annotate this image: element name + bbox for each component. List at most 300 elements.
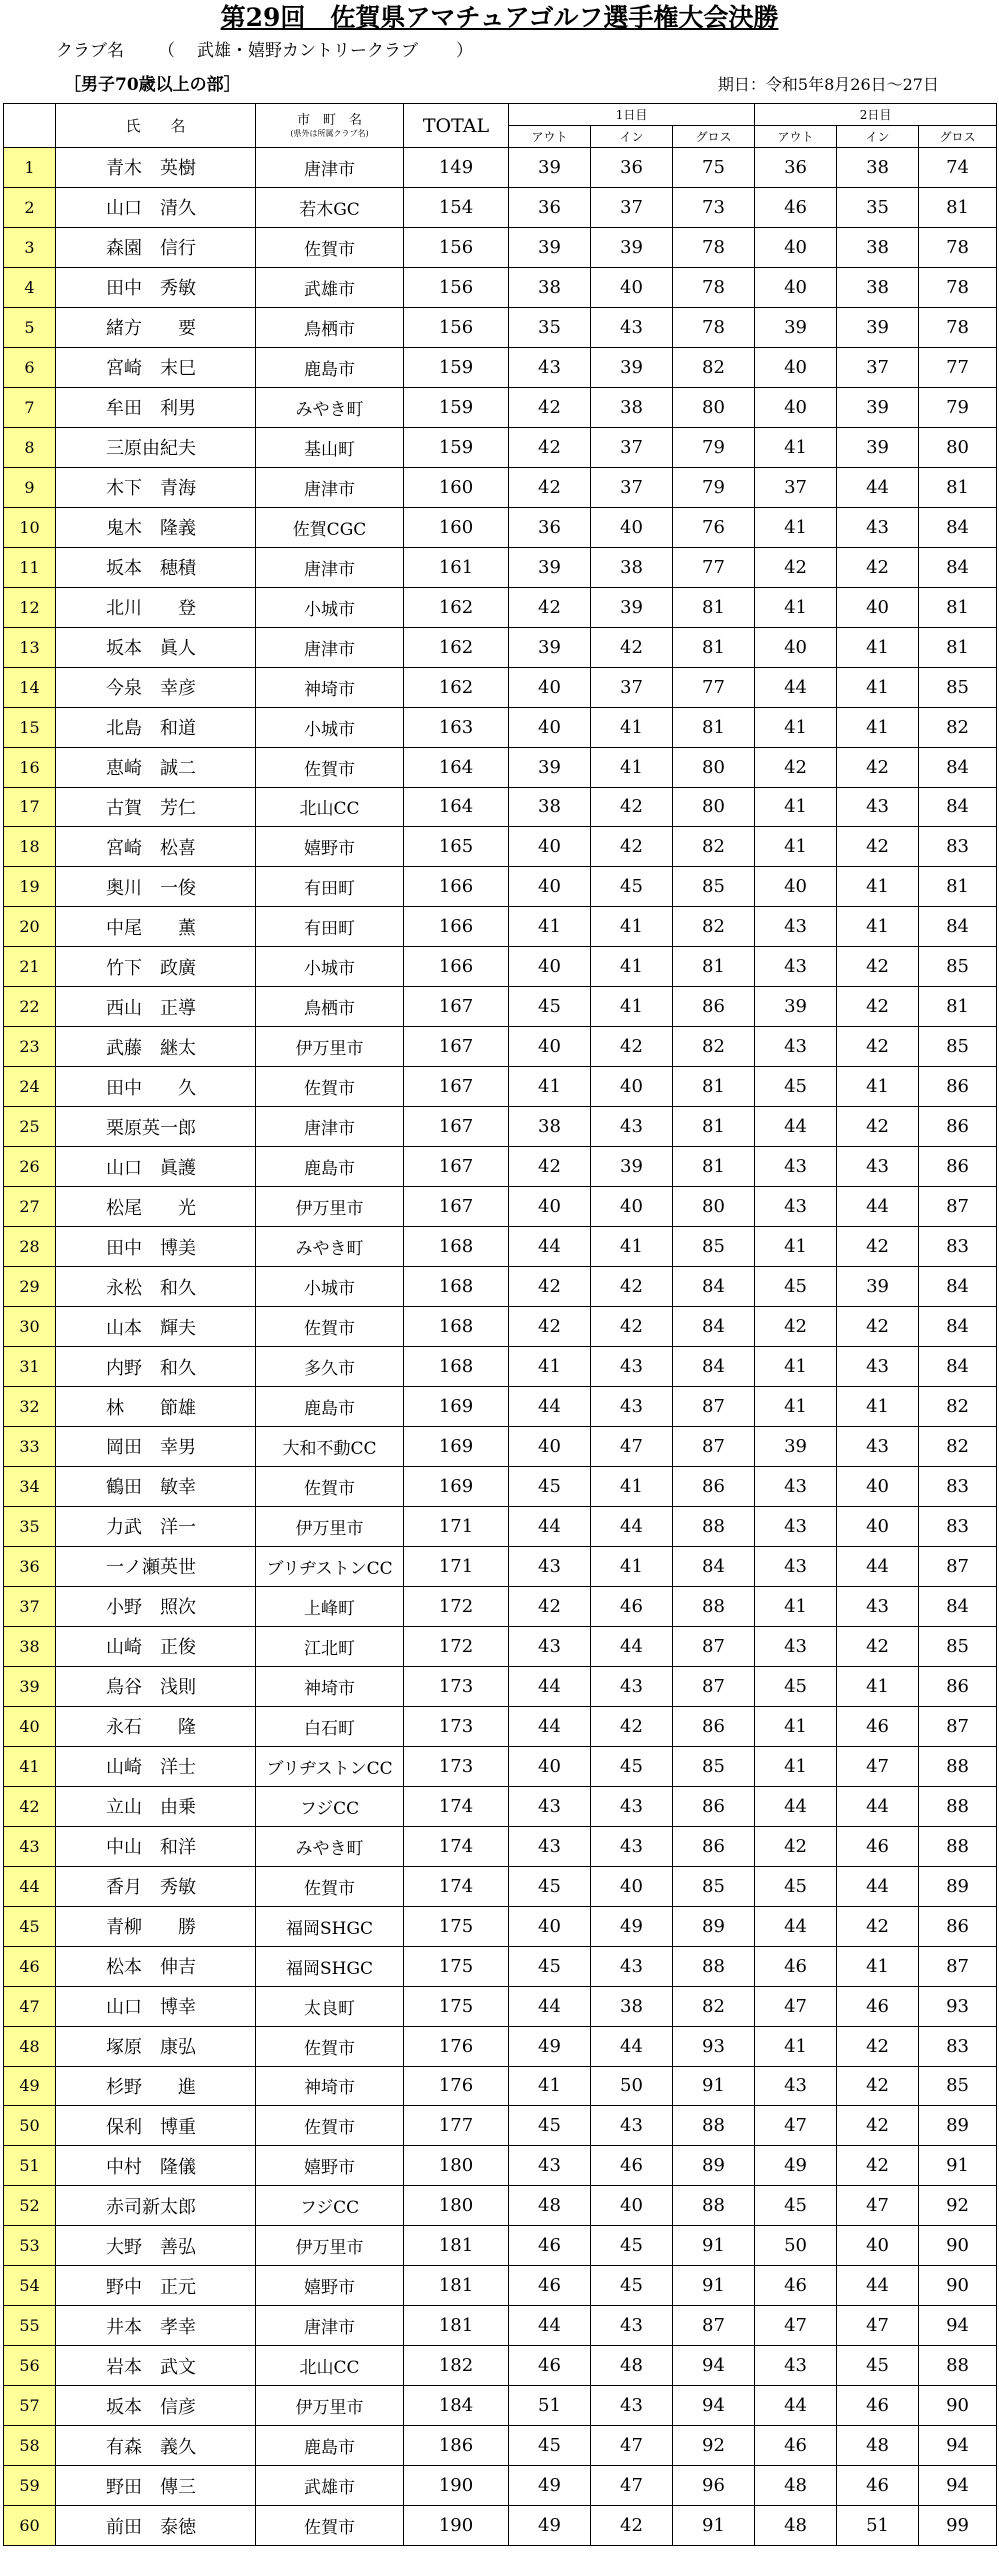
division-label: ［男子70歳以上の部］ <box>64 75 241 95</box>
player-city: 佐賀市 <box>256 2506 404 2546</box>
day2-gross-score: 85 <box>919 1027 997 1067</box>
rank-cell: 10 <box>4 507 56 547</box>
player-name: 田中 久 <box>56 1067 256 1107</box>
total-score: 169 <box>404 1427 509 1467</box>
day2-gross-score: 83 <box>919 1506 997 1546</box>
day1-gross-score: 93 <box>673 2026 755 2066</box>
day2-in-score: 42 <box>837 2106 919 2146</box>
player-city: 伊万里市 <box>256 2386 404 2426</box>
table-row <box>4 1187 997 1227</box>
player-name: 杉野 進 <box>56 2066 256 2106</box>
day2-in-score: 47 <box>837 2306 919 2346</box>
total-score: 169 <box>404 1466 509 1506</box>
table-row <box>4 587 997 627</box>
day1-gross-score: 85 <box>673 867 755 907</box>
day2-in-score: 35 <box>837 187 919 227</box>
day2-gross-score: 83 <box>919 827 997 867</box>
day1-out-score: 48 <box>509 2186 591 2226</box>
day1-gross-score: 81 <box>673 947 755 987</box>
total-score: 180 <box>404 2186 509 2226</box>
day1-in-score: 43 <box>591 1107 673 1147</box>
player-name: 大野 善弘 <box>56 2226 256 2266</box>
rank-cell: 25 <box>4 1107 56 1147</box>
rank-cell: 39 <box>4 1666 56 1706</box>
table-row <box>4 1267 997 1307</box>
day1-out-score: 45 <box>509 1946 591 1986</box>
day2-in-score: 41 <box>837 907 919 947</box>
day1-gross-score: 85 <box>673 1746 755 1786</box>
day1-gross-score: 91 <box>673 2506 755 2546</box>
player-city: ブリヂストンCC <box>256 1746 404 1786</box>
day1-in-score: 42 <box>591 1267 673 1307</box>
day2-out-score: 41 <box>755 427 837 467</box>
rank-cell: 7 <box>4 387 56 427</box>
player-city: 神埼市 <box>256 1666 404 1706</box>
day1-gross-score: 79 <box>673 467 755 507</box>
day2-gross-score: 88 <box>919 1746 997 1786</box>
rank-cell: 47 <box>4 1986 56 2026</box>
total-score: 173 <box>404 1746 509 1786</box>
day1-in-score: 45 <box>591 2226 673 2266</box>
total-score: 162 <box>404 587 509 627</box>
player-name: 恵崎 誠二 <box>56 747 256 787</box>
table-row <box>4 227 997 267</box>
day2-gross-score: 99 <box>919 2506 997 2546</box>
day2-in-score: 42 <box>837 1227 919 1267</box>
player-name: 北島 和道 <box>56 707 256 747</box>
day2-in-score: 40 <box>837 1466 919 1506</box>
total-score: 164 <box>404 747 509 787</box>
day1-gross-score: 89 <box>673 2146 755 2186</box>
day2-in-score: 42 <box>837 1307 919 1347</box>
day2-out-score: 47 <box>755 1986 837 2026</box>
header-day2-out: アウト <box>755 126 837 148</box>
day2-gross-score: 84 <box>919 1307 997 1347</box>
day2-gross-score: 92 <box>919 2186 997 2226</box>
day2-in-score: 42 <box>837 1626 919 1666</box>
day2-in-score: 43 <box>837 1586 919 1626</box>
player-name: 鳥谷 浅則 <box>56 1666 256 1706</box>
day2-out-score: 41 <box>755 2026 837 2066</box>
day1-gross-score: 88 <box>673 1946 755 1986</box>
table-row <box>4 1586 997 1626</box>
day2-in-score: 41 <box>837 1666 919 1706</box>
player-name: 鶴田 敏幸 <box>56 1466 256 1506</box>
day2-in-score: 40 <box>837 2226 919 2266</box>
player-city: 鹿島市 <box>256 347 404 387</box>
day2-gross-score: 90 <box>919 2226 997 2266</box>
player-name: 内野 和久 <box>56 1347 256 1387</box>
table-row <box>4 547 997 587</box>
player-city: 嬉野市 <box>256 827 404 867</box>
table-row <box>4 2346 997 2386</box>
day1-gross-score: 81 <box>673 627 755 667</box>
day2-in-score: 41 <box>837 667 919 707</box>
total-score: 176 <box>404 2026 509 2066</box>
total-score: 181 <box>404 2306 509 2346</box>
player-city: 佐賀市 <box>256 1307 404 1347</box>
table-row <box>4 2426 997 2466</box>
total-score: 182 <box>404 2346 509 2386</box>
day2-gross-score: 81 <box>919 987 997 1027</box>
day1-out-score: 42 <box>509 587 591 627</box>
total-score: 159 <box>404 347 509 387</box>
day1-out-score: 44 <box>509 1986 591 2026</box>
day2-out-score: 41 <box>755 707 837 747</box>
day1-gross-score: 87 <box>673 2306 755 2346</box>
day1-in-score: 43 <box>591 1347 673 1387</box>
player-city: 唐津市 <box>256 467 404 507</box>
day2-out-score: 40 <box>755 347 837 387</box>
day2-in-score: 43 <box>837 1147 919 1187</box>
day2-out-score: 44 <box>755 667 837 707</box>
day2-out-score: 43 <box>755 1506 837 1546</box>
day2-gross-score: 78 <box>919 267 997 307</box>
day2-in-score: 39 <box>837 1267 919 1307</box>
rank-cell: 48 <box>4 2026 56 2066</box>
day2-in-score: 41 <box>837 1067 919 1107</box>
table-row <box>4 1906 997 1946</box>
total-score: 166 <box>404 907 509 947</box>
player-name: 山崎 洋士 <box>56 1746 256 1786</box>
player-city: みやき町 <box>256 1227 404 1267</box>
day2-out-score: 45 <box>755 2186 837 2226</box>
day1-gross-score: 91 <box>673 2226 755 2266</box>
player-name: 赤司新太郎 <box>56 2186 256 2226</box>
player-name: 青木 英樹 <box>56 148 256 188</box>
club-close-paren: ） <box>456 41 473 61</box>
day2-gross-score: 84 <box>919 507 997 547</box>
day2-in-score: 51 <box>837 2506 919 2546</box>
club-name: 武雄・嬉野カントリークラブ <box>197 41 418 61</box>
table-row <box>4 2466 997 2506</box>
player-city: みやき町 <box>256 1826 404 1866</box>
total-score: 156 <box>404 307 509 347</box>
player-name: 小野 照次 <box>56 1586 256 1626</box>
player-name: 青柳 勝 <box>56 1906 256 1946</box>
player-city: 小城市 <box>256 947 404 987</box>
day2-out-score: 41 <box>755 587 837 627</box>
page-title <box>0 0 999 36</box>
day2-out-score: 41 <box>755 1347 837 1387</box>
day1-out-score: 40 <box>509 1027 591 1067</box>
player-name: 奥川 一俊 <box>56 867 256 907</box>
day2-in-score: 41 <box>837 707 919 747</box>
day1-in-score: 45 <box>591 2266 673 2306</box>
day1-out-score: 42 <box>509 1307 591 1347</box>
day2-in-score: 42 <box>837 947 919 987</box>
day2-gross-score: 85 <box>919 947 997 987</box>
day2-in-score: 48 <box>837 2426 919 2466</box>
player-city: 大和不動CC <box>256 1427 404 1467</box>
day1-out-score: 49 <box>509 2506 591 2546</box>
rank-cell: 14 <box>4 667 56 707</box>
day1-in-score: 43 <box>591 1946 673 1986</box>
rank-cell: 34 <box>4 1466 56 1506</box>
header-city-label: 市 町 名 <box>296 112 362 128</box>
day2-out-score: 42 <box>755 1826 837 1866</box>
rank-cell: 3 <box>4 227 56 267</box>
day2-out-score: 41 <box>755 1387 837 1427</box>
day2-gross-score: 88 <box>919 1826 997 1866</box>
day1-gross-score: 80 <box>673 747 755 787</box>
player-city: 鹿島市 <box>256 1147 404 1187</box>
day1-in-score: 49 <box>591 1906 673 1946</box>
table-row <box>4 2266 997 2306</box>
day1-in-score: 43 <box>591 2386 673 2426</box>
day2-gross-score: 86 <box>919 1666 997 1706</box>
day2-in-score: 44 <box>837 1866 919 1906</box>
rank-cell: 36 <box>4 1546 56 1586</box>
day1-gross-score: 84 <box>673 1307 755 1347</box>
table-row <box>4 827 997 867</box>
day2-in-score: 43 <box>837 787 919 827</box>
day1-in-score: 37 <box>591 667 673 707</box>
player-name: 武藤 継太 <box>56 1027 256 1067</box>
day2-out-score: 46 <box>755 2266 837 2306</box>
total-score: 171 <box>404 1506 509 1546</box>
day1-gross-score: 81 <box>673 587 755 627</box>
player-city: 佐賀市 <box>256 227 404 267</box>
event-dates: 期日：令和5年8月26日～27日 <box>717 75 939 94</box>
day1-out-score: 36 <box>509 187 591 227</box>
rank-cell: 33 <box>4 1427 56 1467</box>
player-name: 中山 和洋 <box>56 1826 256 1866</box>
day2-in-score: 40 <box>837 587 919 627</box>
player-city: 嬉野市 <box>256 2146 404 2186</box>
day1-in-score: 42 <box>591 1027 673 1067</box>
player-name: 林 節雄 <box>56 1387 256 1427</box>
day2-in-score: 42 <box>837 987 919 1027</box>
day2-gross-score: 81 <box>919 627 997 667</box>
day1-out-score: 44 <box>509 1227 591 1267</box>
day1-in-score: 46 <box>591 2146 673 2186</box>
header-day2-in: イン <box>837 126 919 148</box>
day1-in-score: 47 <box>591 2426 673 2466</box>
day1-gross-score: 78 <box>673 267 755 307</box>
header-name: 氏 名 <box>56 104 256 148</box>
day2-gross-score: 91 <box>919 2146 997 2186</box>
day1-out-score: 41 <box>509 2066 591 2106</box>
day1-gross-score: 82 <box>673 1986 755 2026</box>
player-name: 松本 伸吉 <box>56 1946 256 1986</box>
player-name: 香月 秀敏 <box>56 1866 256 1906</box>
player-city: 小城市 <box>256 1267 404 1307</box>
player-city: 鹿島市 <box>256 1387 404 1427</box>
header-row-top <box>4 104 997 126</box>
total-score: 181 <box>404 2266 509 2306</box>
day2-gross-score: 86 <box>919 1906 997 1946</box>
rank-cell: 50 <box>4 2106 56 2146</box>
day2-in-score: 44 <box>837 467 919 507</box>
day2-out-score: 45 <box>755 1866 837 1906</box>
day2-gross-score: 86 <box>919 1067 997 1107</box>
day1-out-score: 41 <box>509 1067 591 1107</box>
day2-out-score: 40 <box>755 387 837 427</box>
day2-out-score: 43 <box>755 907 837 947</box>
player-name: 栗原英一郎 <box>56 1107 256 1147</box>
total-score: 184 <box>404 2386 509 2426</box>
day2-gross-score: 74 <box>919 148 997 188</box>
day2-out-score: 39 <box>755 1427 837 1467</box>
day2-gross-score: 94 <box>919 2466 997 2506</box>
rank-cell: 42 <box>4 1786 56 1826</box>
day1-in-score: 36 <box>591 148 673 188</box>
day2-gross-score: 89 <box>919 1866 997 1906</box>
day1-out-score: 38 <box>509 267 591 307</box>
day2-out-score: 50 <box>755 2226 837 2266</box>
day1-out-score: 40 <box>509 867 591 907</box>
total-score: 164 <box>404 787 509 827</box>
player-city: 鳥栖市 <box>256 307 404 347</box>
day2-in-score: 43 <box>837 507 919 547</box>
rank-cell: 5 <box>4 307 56 347</box>
day1-in-score: 44 <box>591 1626 673 1666</box>
player-name: 坂本 信彦 <box>56 2386 256 2426</box>
player-city: 伊万里市 <box>256 2226 404 2266</box>
rank-cell: 18 <box>4 827 56 867</box>
player-city: 北山CC <box>256 2346 404 2386</box>
day1-gross-score: 86 <box>673 987 755 1027</box>
rank-cell: 13 <box>4 627 56 667</box>
table-row <box>4 267 997 307</box>
day1-gross-score: 76 <box>673 507 755 547</box>
total-score: 149 <box>404 148 509 188</box>
total-score: 167 <box>404 1147 509 1187</box>
player-city: 上峰町 <box>256 1586 404 1626</box>
day2-out-score: 42 <box>755 747 837 787</box>
player-city: 佐賀市 <box>256 1866 404 1906</box>
rank-cell: 49 <box>4 2066 56 2106</box>
day1-gross-score: 87 <box>673 1427 755 1467</box>
player-city: 伊万里市 <box>256 1506 404 1546</box>
total-score: 160 <box>404 467 509 507</box>
day2-in-score: 42 <box>837 827 919 867</box>
day2-gross-score: 84 <box>919 547 997 587</box>
day1-out-score: 45 <box>509 1866 591 1906</box>
day1-out-score: 46 <box>509 2226 591 2266</box>
day2-gross-score: 94 <box>919 2306 997 2346</box>
table-row <box>4 507 997 547</box>
day1-in-score: 43 <box>591 1786 673 1826</box>
player-city: 嬉野市 <box>256 2266 404 2306</box>
table-row <box>4 2306 997 2346</box>
header-day2: 2日目 <box>755 104 997 126</box>
day1-gross-score: 87 <box>673 1626 755 1666</box>
day1-gross-score: 86 <box>673 1466 755 1506</box>
table-row <box>4 1227 997 1267</box>
rank-cell: 44 <box>4 1866 56 1906</box>
day2-in-score: 39 <box>837 307 919 347</box>
day2-in-score: 37 <box>837 347 919 387</box>
day2-in-score: 47 <box>837 1746 919 1786</box>
day1-in-score: 43 <box>591 1387 673 1427</box>
day1-in-score: 41 <box>591 987 673 1027</box>
table-row <box>4 1986 997 2026</box>
total-score: 167 <box>404 1107 509 1147</box>
total-score: 175 <box>404 1946 509 1986</box>
table-row <box>4 627 997 667</box>
day2-out-score: 46 <box>755 1946 837 1986</box>
day1-in-score: 41 <box>591 1466 673 1506</box>
day2-gross-score: 83 <box>919 1227 997 1267</box>
day1-in-score: 41 <box>591 707 673 747</box>
day2-gross-score: 84 <box>919 747 997 787</box>
day1-out-score: 39 <box>509 627 591 667</box>
day1-out-score: 42 <box>509 1267 591 1307</box>
day2-out-score: 43 <box>755 1187 837 1227</box>
player-city: 福岡SHGC <box>256 1906 404 1946</box>
table-row <box>4 1067 997 1107</box>
player-city: 佐賀市 <box>256 747 404 787</box>
day2-in-score: 41 <box>837 627 919 667</box>
rank-cell: 8 <box>4 427 56 467</box>
day1-gross-score: 82 <box>673 827 755 867</box>
day1-out-score: 44 <box>509 1666 591 1706</box>
day2-gross-score: 83 <box>919 1466 997 1506</box>
day1-gross-score: 77 <box>673 667 755 707</box>
day1-in-score: 39 <box>591 347 673 387</box>
table-row <box>4 387 997 427</box>
day1-gross-score: 85 <box>673 1866 755 1906</box>
day1-in-score: 41 <box>591 907 673 947</box>
rank-cell: 30 <box>4 1307 56 1347</box>
player-name: 牟田 利男 <box>56 387 256 427</box>
day2-gross-score: 82 <box>919 1427 997 1467</box>
day1-gross-score: 73 <box>673 187 755 227</box>
rank-cell: 6 <box>4 347 56 387</box>
day2-in-score: 46 <box>837 1706 919 1746</box>
day1-in-score: 50 <box>591 2066 673 2106</box>
day1-out-score: 44 <box>509 1706 591 1746</box>
day1-in-score: 40 <box>591 507 673 547</box>
table-row <box>4 187 997 227</box>
day2-out-score: 37 <box>755 467 837 507</box>
day2-gross-score: 87 <box>919 1546 997 1586</box>
rank-cell: 2 <box>4 187 56 227</box>
day2-gross-score: 81 <box>919 587 997 627</box>
day2-gross-score: 81 <box>919 867 997 907</box>
table-row <box>4 1347 997 1387</box>
table-row <box>4 1746 997 1786</box>
club-line <box>56 38 473 64</box>
day1-gross-score: 87 <box>673 1387 755 1427</box>
header-day2-gross: グロス <box>919 126 997 148</box>
total-score: 161 <box>404 547 509 587</box>
day1-out-score: 38 <box>509 787 591 827</box>
player-name: 力武 洋一 <box>56 1506 256 1546</box>
day1-gross-score: 81 <box>673 1107 755 1147</box>
day2-in-score: 38 <box>837 227 919 267</box>
day2-gross-score: 85 <box>919 667 997 707</box>
rank-cell: 19 <box>4 867 56 907</box>
player-name: 保利 博重 <box>56 2106 256 2146</box>
rank-cell: 43 <box>4 1826 56 1866</box>
day2-in-score: 43 <box>837 1347 919 1387</box>
day2-in-score: 42 <box>837 2066 919 2106</box>
day2-out-score: 41 <box>755 1227 837 1267</box>
player-name: 坂本 穂積 <box>56 547 256 587</box>
day2-gross-score: 80 <box>919 427 997 467</box>
player-city: 伊万里市 <box>256 1027 404 1067</box>
player-name: 山口 博幸 <box>56 1986 256 2026</box>
day1-gross-score: 92 <box>673 2426 755 2466</box>
player-city: 小城市 <box>256 707 404 747</box>
day1-out-score: 46 <box>509 2346 591 2386</box>
day1-in-score: 41 <box>591 747 673 787</box>
day1-out-score: 44 <box>509 1387 591 1427</box>
day1-gross-score: 86 <box>673 1786 755 1826</box>
